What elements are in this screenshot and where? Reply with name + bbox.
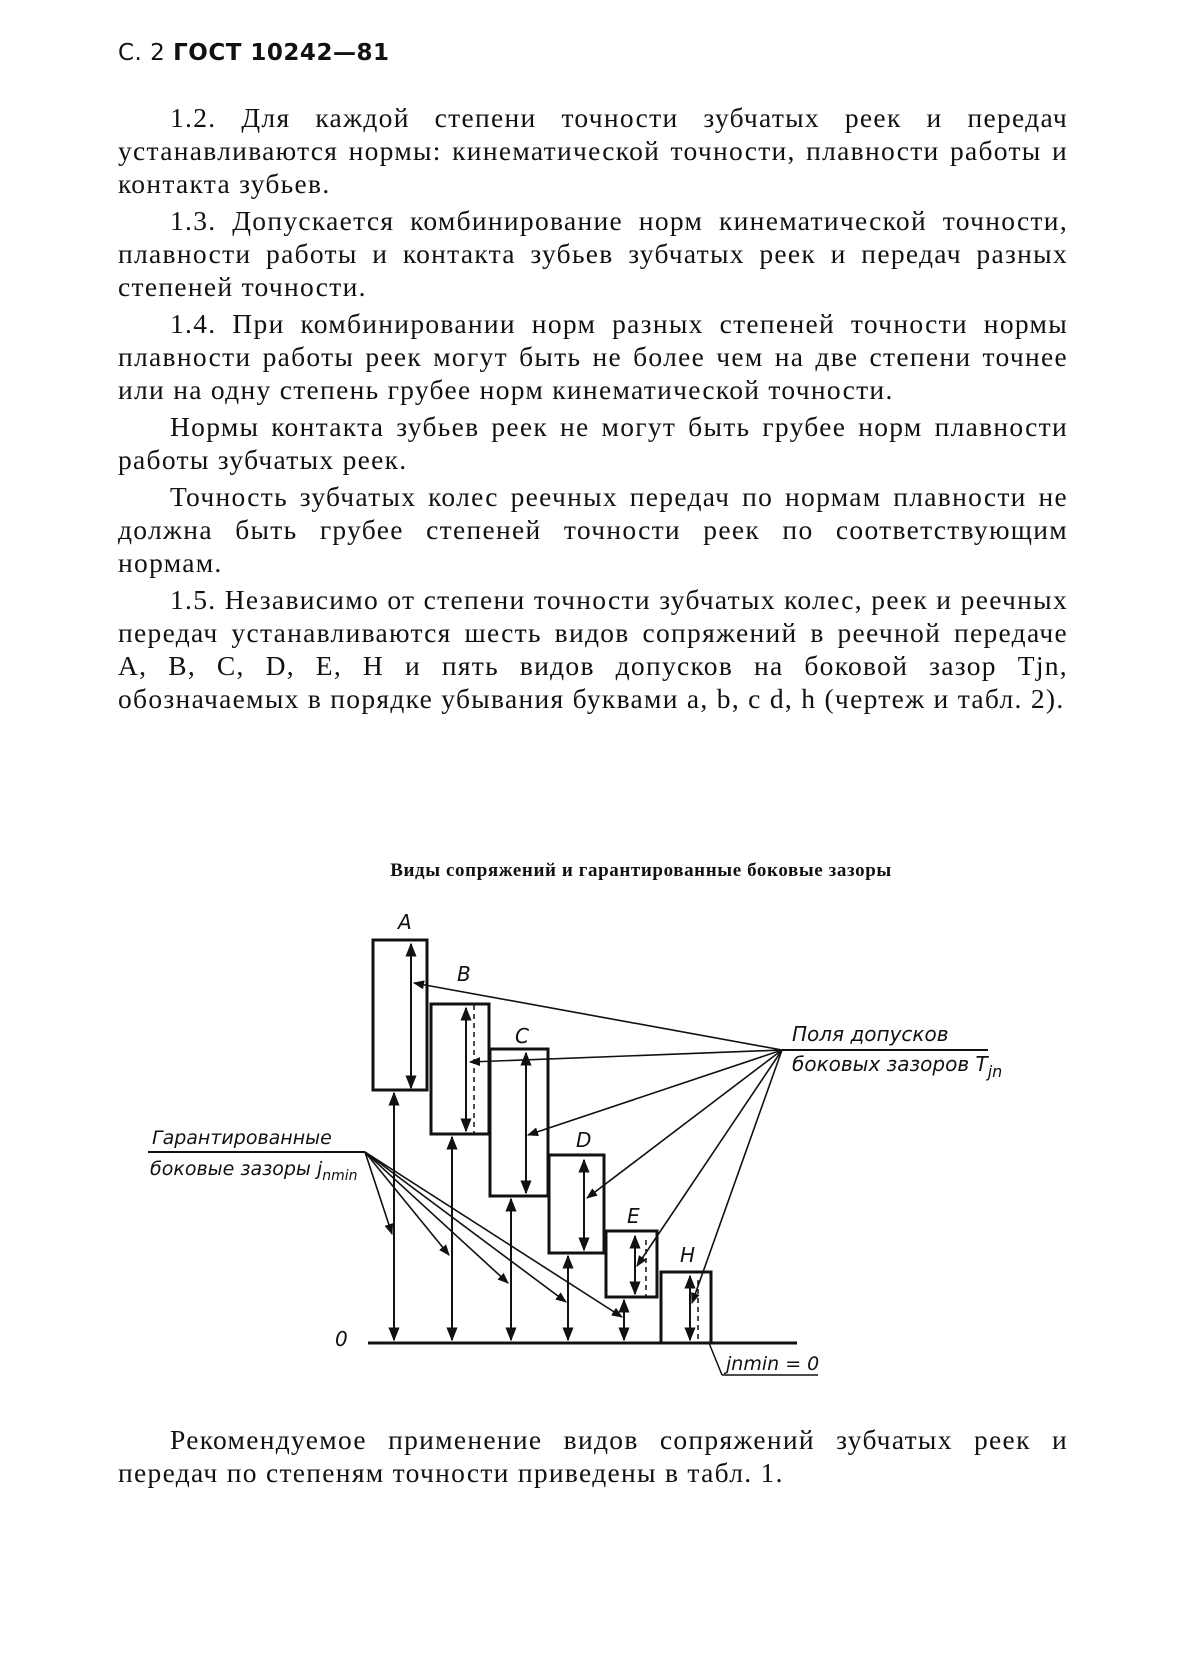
tolerance-label-line1: Поля допусков [792,1022,949,1046]
fit-types-diagram [0,880,1187,1400]
tolerance-box-C [490,1049,548,1196]
tolerance-box-B [431,1004,489,1134]
footer-paragraph: Рекомендуемое применение видов сопряжений зубчатых реек и передач по степеням точности приведены в табл. 1. [118,1424,1068,1488]
tolerance-box-E [606,1231,657,1297]
jnmin-leader [709,1343,722,1375]
paragraph-1-4: 1.4. При комбинировании норм разных степеней точности нормы плавности работы реек могут быть не более чем на две степени точнее или на одну степень грубее норм кинематической точности. [118,308,1068,405]
zero-label: 0 [335,1327,348,1351]
footer-text [118,1423,1068,1489]
body-text [118,101,1068,715]
paragraph-1-3: 1.3. Допускается комбинирование норм кинематической точности, плавности работы и контакта зубьев зубчатых реек и передач разных степеней точности. [118,205,1068,302]
paragraph-contact-norms: Нормы контакта зубьев реек не могут быть грубее норм плавности работы зубчатых реек. [118,411,1068,475]
label-E: E [627,1204,640,1228]
tolerance-box-D [549,1155,604,1253]
label-B: B [457,962,471,986]
label-D: D [576,1128,592,1152]
paragraph-1-2: 1.2. Для каждой степени точности зубчатых реек и передач устанавливаются нормы: кинематической точности, плавности работы и контакта зубьев. [118,102,1068,199]
tolerance-leaders [414,983,782,1303]
tolerance-box-H [661,1272,711,1343]
page-number: С. 2 [118,40,166,66]
guaranteed-label-line2: боковые зазоры $j_{nmin}$ [150,1158,358,1184]
page-header [118,40,389,66]
label-H: H [680,1243,696,1267]
figure-title: Виды сопряжений и гарантированные боковые зазоры [390,860,892,881]
paragraph-wheel-accuracy: Точность зубчатых колес реечных передач по нормам плавности не должна быть грубее степеней точности реек по соответствующим нормам. [118,481,1068,578]
guaranteed-label-line1: Гарантированные [152,1127,332,1149]
jnmin-label: jnmin = 0 [726,1353,820,1375]
paragraph-1-5: 1.5. Независимо от степени точности зубчатых колес, реек и реечных передач устанавливаются шесть видов сопряжений в реечной передаче A, B, C, D, E, H и пять видов допусков на боковой зазор Tjn, обозначаемых в порядке убывания буквами a, b, c d, h (чертеж и табл. 2). [118,584,1068,714]
label-A: A [398,910,412,934]
tolerance-box-A [373,940,427,1090]
standard-number: ГОСТ 10242—81 [173,40,390,66]
tolerance-label-line2: боковых зазоров $T_{jn}$ [792,1052,1003,1081]
label-C: C [515,1024,529,1048]
